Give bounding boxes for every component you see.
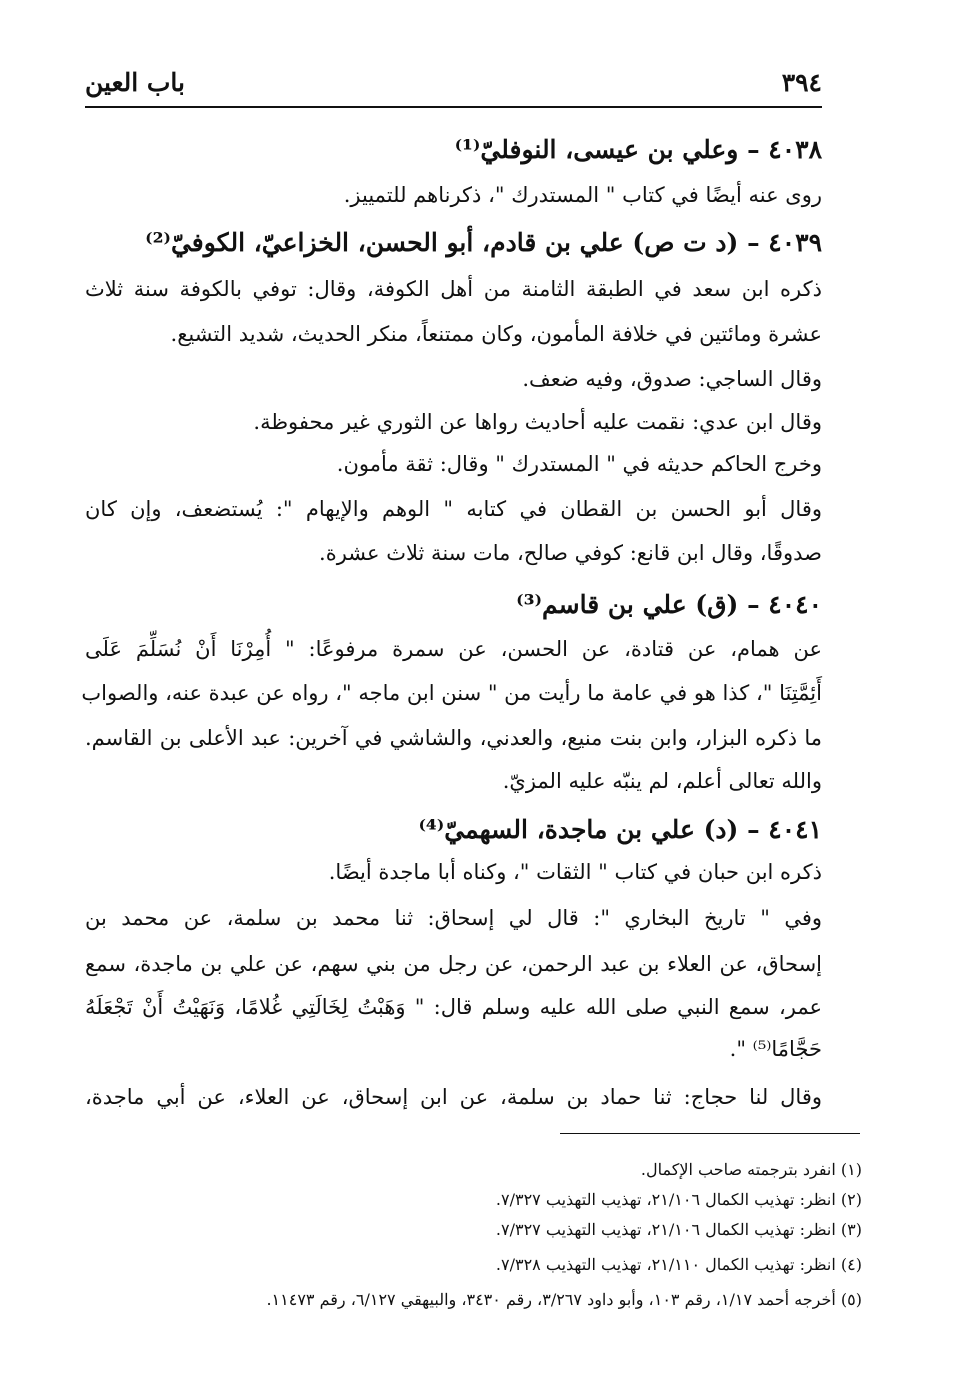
footnote-rule [560,1133,860,1134]
text-line: وقال ابن عدي: نقمت عليه أحاديث رواها عن الثوري غير محفوظة. [253,410,822,434]
text-line: أَئِمَّتِنَا "، كذا هو في عامة ما رأيت من " سنن ابن ماجه "، رواه عن عبدة عنه، والصواب [81,681,822,705]
footnote: (٥) أخرجه أحمد ١/١٧، رقم ١٠٣، وأبو داود ٣/٢٦٧، رقم ٣٤٣٠، والبيهقي ٦/١٢٧، رقم ١١٤٧٣. [266,1290,862,1309]
text-line: وقال أبو الحسن بن القطان في كتابه " الوهم والإيهام ": يُستضعف، وإن كان [85,497,822,521]
text-line: ما ذكره البزار، وابن بنت منيع، والعدني، والشاشي في آخرين: عبد الأعلى بن القاسم. [85,726,822,750]
text-line: عمر، سمع النبي صلى الله عليه وسلم قال: " وَهَبْتُ لِخَالَتِي غُلامًا، وَنَهَيْتُ أَنْ تَجْعَلَهُ [85,995,822,1019]
text-line: وقال الساجي: صدوق، وفيه ضعف. [522,367,822,391]
header-rule [85,106,822,108]
text-line: ذكره ابن سعد في الطبقة الثامنة من أهل الكوفة، وقال: توفي بالكوفة سنة ثلاث [85,277,822,301]
footnote: (١) انفرد بترجمته صاحب الإكمال. [640,1160,862,1179]
page-number: ٣٩٤ [781,68,822,97]
text-line: وقال لنا حجاج: ثنا حماد بن سلمة، عن ابن إسحاق، عن العلاء، عن أبي ماجدة، [85,1085,822,1109]
text-line: عن همام، عن قتادة، عن الحسن، عن سمرة مرفوعًا: " أُمِرْنَا أَنْ نُسَلِّمَ عَلَى [85,637,822,661]
text-line: وفي " تاريخ البخاري ": قال لي إسحاق: ثنا محمد بن سلمة، عن محمد بن [85,906,822,930]
text-line: والله تعالى أعلم، لم ينبّه عليه المزيّ. [502,769,822,793]
footnote: (٣) انظر: تهذيب الكمال ٢١/١٠٦، تهذيب التهذيب ٧/٣٢٧. [495,1220,862,1239]
entry-heading: ٤٠٣٨ – وعلي بن عيسى، النوفليّ⁽¹⁾ [454,135,822,164]
text-line: ذكره ابن حبان في كتاب " الثقات "، وكناه أبا ماجدة أيضًا. [328,860,822,884]
entry-heading: ٤٠٤٠ – (ق) علي بن قاسم⁽³⁾ [516,590,822,619]
text-line: صدوقًا، وقال ابن قانع: كوفي صالح، مات سنة ثلاث عشرة. [319,541,822,565]
entry-heading: ٤٠٤١ – (د) علي بن ماجدة، السهميّ⁽⁴⁾ [418,815,822,844]
text-line: حَجَّامًا⁽⁵⁾ ". [729,1037,822,1061]
text-line: عشرة ومائتين في خلافة المأمون، وكان ممتنعاً، منكر الحديث، شديد التشيع. [170,322,822,346]
running-header [85,60,822,104]
entry-heading: ٤٠٣٩ – (د ت ص) علي بن قادم، أبو الحسن، الخزاعيّ، الكوفيّ⁽²⁾ [145,228,822,257]
footnote: (٤) انظر: تهذيب الكمال ٢١/١١٠، تهذيب التهذيب ٧/٣٢٨. [495,1255,862,1274]
text-line: روى عنه أيضًا في كتاب " المستدرك "، ذكرناهم للتمييز. [343,183,822,207]
text-line: وخرج الحاكم حديثه في " المستدرك " وقال: ثقة مأمون. [336,452,822,476]
text-line: إسحاق، عن العلاء بن عبد الرحمن، عن رجل من بني سهم، عن علي بن ماجدة، سمع [85,952,822,976]
section-title: باب العين [85,68,186,97]
footnote: (٢) انظر: تهذيب الكمال ٢١/١٠٦، تهذيب التهذيب ٧/٣٢٧. [495,1190,862,1209]
